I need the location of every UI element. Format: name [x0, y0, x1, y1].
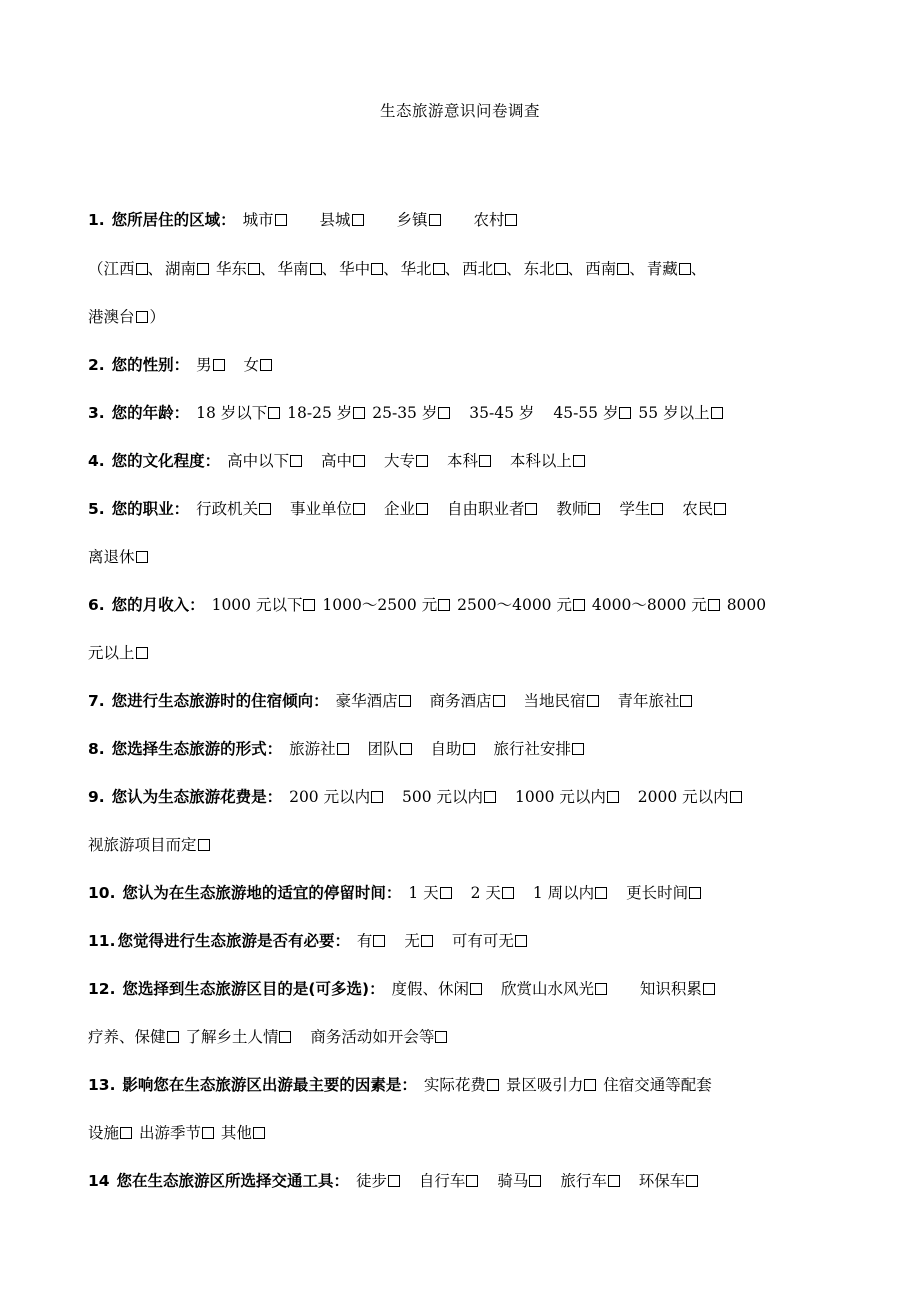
question-label: 您的职业： — [111, 500, 190, 518]
region-option[interactable]: 江西 、 — [103, 260, 164, 278]
option[interactable]: 农村 — [473, 207, 517, 233]
checkbox[interactable] — [572, 743, 584, 755]
option[interactable]: 旅行车 — [560, 1168, 620, 1194]
question-number: 10. — [88, 884, 116, 902]
checkbox[interactable] — [352, 214, 364, 226]
option[interactable]: 18-25 岁 — [287, 400, 365, 426]
checkbox[interactable] — [494, 263, 506, 275]
region-option[interactable]: 华中 、 — [339, 260, 399, 278]
checkbox[interactable] — [502, 887, 514, 899]
question-12 — [88, 976, 848, 1002]
checkbox[interactable] — [651, 503, 663, 515]
option[interactable]: 2000 元以内 — [638, 784, 742, 810]
option[interactable]: 45-55 岁 — [553, 400, 631, 426]
question-number: 13. — [88, 1076, 116, 1094]
option-text: 8000 — [726, 596, 767, 614]
option[interactable]: 实际花费 — [424, 1072, 499, 1098]
option[interactable]: 农民 — [682, 496, 726, 522]
option[interactable]: 女 — [244, 352, 273, 378]
question-7 — [88, 688, 848, 714]
question-number: 3. — [88, 404, 105, 422]
option[interactable]: 景区吸引力 — [506, 1072, 597, 1098]
region-option[interactable]: 东北 、 — [523, 260, 584, 278]
question-label: 您认为生态旅游花费是： — [111, 788, 283, 806]
option[interactable]: 2500～4000 元 — [457, 592, 585, 618]
checkbox[interactable] — [573, 455, 585, 467]
question-number: 2. — [88, 356, 105, 374]
option[interactable]: 设施 — [88, 1120, 132, 1146]
checkbox[interactable] — [608, 1175, 620, 1187]
checkbox[interactable] — [433, 263, 445, 275]
checkbox[interactable] — [466, 1175, 478, 1187]
option[interactable]: 自助 — [430, 736, 474, 762]
checkbox[interactable] — [587, 695, 599, 707]
option[interactable]: 自由职业者 — [447, 496, 538, 522]
region-list-cont: 港澳台 ） — [88, 304, 848, 330]
question-number: 8. — [88, 740, 105, 758]
question-number: 9. — [88, 788, 105, 806]
checkbox[interactable] — [607, 791, 619, 803]
region-option[interactable]: 湖南 — [165, 256, 209, 282]
checkbox[interactable] — [595, 887, 607, 899]
checkbox[interactable] — [310, 263, 322, 275]
checkbox[interactable] — [373, 935, 385, 947]
question-11 — [88, 928, 848, 954]
checkbox[interactable] — [259, 503, 271, 515]
question-5 — [88, 496, 848, 522]
checkbox[interactable] — [136, 647, 148, 659]
checkbox[interactable] — [529, 1175, 541, 1187]
question-6-cont — [88, 640, 848, 666]
checkbox[interactable] — [515, 935, 527, 947]
checkbox[interactable] — [202, 1127, 214, 1139]
region-list: （江西 、 湖南 华东 、 华南 、 华中 、 华北 、 西北 、 东北 、 西南 、 青藏 、 — [88, 256, 848, 282]
option[interactable]: 更长时间 — [626, 880, 701, 906]
region-option[interactable]: 华南 、 — [277, 260, 338, 278]
checkbox[interactable] — [505, 214, 517, 226]
checkbox[interactable] — [388, 1175, 400, 1187]
checkbox[interactable] — [120, 1127, 132, 1139]
region-option[interactable]: 华东 、 — [216, 260, 276, 278]
checkbox[interactable] — [399, 695, 411, 707]
option[interactable]: 青年旅社 — [617, 688, 692, 714]
option[interactable]: 欣赏山水风光 — [501, 976, 607, 1002]
checkbox[interactable] — [421, 935, 433, 947]
option[interactable]: 大专 — [384, 448, 428, 474]
option[interactable]: 1 周以内 — [533, 880, 607, 906]
question-label: 您所居住的区域： — [111, 211, 236, 229]
option[interactable]: 1000 元以内 — [515, 784, 619, 810]
question-number: 1. — [88, 211, 105, 229]
checkbox[interactable] — [680, 695, 692, 707]
checkbox[interactable] — [279, 1031, 291, 1043]
option[interactable]: 其他 — [221, 1120, 265, 1146]
option[interactable]: 行政机关 — [196, 496, 271, 522]
checkbox[interactable] — [253, 1127, 265, 1139]
question-label: 您选择生态旅游的形式： — [111, 740, 283, 758]
checkbox[interactable] — [167, 1031, 179, 1043]
checkbox[interactable] — [556, 263, 568, 275]
question-label: 您进行生态旅游时的住宿倾向： — [111, 692, 329, 710]
question-number: 5. — [88, 500, 105, 518]
question-label: 您的性别： — [111, 356, 190, 374]
option[interactable]: 35-45 岁 — [469, 404, 535, 422]
checkbox[interactable] — [136, 551, 148, 563]
question-label: 您的年龄： — [111, 404, 190, 422]
option[interactable]: 城市 — [243, 207, 287, 233]
question-3 — [88, 400, 848, 426]
option[interactable]: 本科以上 — [510, 448, 585, 474]
question-label: 影响您在生态旅游区出游最主要的因素是： — [122, 1076, 417, 1094]
question-label: 您的文化程度： — [111, 452, 221, 470]
option[interactable]: 度假、休闲 — [392, 976, 483, 1002]
option[interactable]: 自行车 — [419, 1168, 479, 1194]
question-number: 7. — [88, 692, 105, 710]
option-text: 住宿交通等配套 — [603, 1076, 712, 1094]
question-label: 您选择到生态旅游区目的是(可多选)： — [122, 980, 385, 998]
option[interactable]: 2 天 — [471, 880, 514, 906]
option[interactable]: 1000 元以下 — [212, 592, 316, 618]
option[interactable]: 1000～2500 元 — [322, 592, 450, 618]
question-label: 您认为在生态旅游地的适宜的停留时间： — [122, 884, 402, 902]
question-number: 12. — [88, 980, 116, 998]
option[interactable]: 教师 — [556, 496, 600, 522]
option[interactable]: 县城 — [320, 207, 364, 233]
option[interactable]: 学生 — [619, 496, 663, 522]
question-number: 4. — [88, 452, 105, 470]
option[interactable]: 有 — [357, 928, 386, 954]
question-13 — [88, 1072, 848, 1098]
option[interactable]: 视旅游项目而定 — [88, 832, 210, 858]
checkbox[interactable] — [584, 1079, 596, 1091]
checkbox[interactable] — [730, 791, 742, 803]
page-title: 生态旅游意识问卷调查 — [379, 102, 540, 120]
checkbox[interactable] — [371, 263, 383, 275]
checkbox[interactable] — [463, 743, 475, 755]
checkbox[interactable] — [588, 503, 600, 515]
checkbox[interactable] — [438, 599, 450, 611]
question-label: 您在生态旅游区所选择交通工具： — [116, 1172, 350, 1190]
checkbox[interactable] — [679, 263, 691, 275]
option[interactable]: 商务活动如开会等 — [310, 1024, 447, 1050]
checkbox[interactable] — [440, 887, 452, 899]
checkbox[interactable] — [198, 839, 210, 851]
option[interactable]: 500 元以内 — [402, 784, 496, 810]
checkbox[interactable] — [303, 599, 315, 611]
checkbox[interactable] — [435, 1031, 447, 1043]
option[interactable]: 高中以下 — [227, 448, 302, 474]
option[interactable]: 55 岁以上 — [638, 400, 722, 426]
checkbox[interactable] — [353, 503, 365, 515]
option[interactable]: 团队 — [368, 736, 412, 762]
option[interactable]: 知识积累 — [640, 976, 715, 1002]
question-14 — [88, 1168, 848, 1194]
question-9 — [88, 784, 848, 810]
option[interactable]: 企业 — [384, 496, 428, 522]
checkbox[interactable] — [260, 359, 272, 371]
question-10 — [88, 880, 848, 906]
option[interactable]: 乡镇 — [396, 207, 440, 233]
option[interactable]: 200 元以内 — [289, 784, 383, 810]
option[interactable]: 旅游社 — [289, 736, 349, 762]
checkbox[interactable] — [525, 503, 537, 515]
question-12-cont — [88, 1024, 848, 1050]
option[interactable]: 可有可无 — [452, 928, 527, 954]
checkbox[interactable] — [714, 503, 726, 515]
checkbox[interactable] — [438, 407, 450, 419]
option[interactable]: 豪华酒店 — [336, 688, 411, 714]
checkbox[interactable] — [275, 214, 287, 226]
region-option[interactable]: 青藏 、 — [646, 260, 707, 278]
option[interactable]: 离退休 — [88, 544, 148, 570]
region-option[interactable]: 西南 、 — [585, 260, 645, 278]
question-label: 您觉得进行生态旅游是否有必要： — [117, 932, 350, 950]
question-number: 11. — [88, 932, 116, 950]
option[interactable]: 1 天 — [408, 880, 451, 906]
checkbox[interactable] — [689, 887, 701, 899]
checkbox[interactable] — [371, 791, 383, 803]
checkbox[interactable] — [337, 743, 349, 755]
checkbox[interactable] — [470, 983, 482, 995]
checkbox[interactable] — [595, 983, 607, 995]
option[interactable]: 无 — [404, 928, 433, 954]
option[interactable]: 环保车 — [639, 1168, 699, 1194]
region-option[interactable]: 港澳台 — [88, 304, 148, 330]
checkbox[interactable] — [353, 455, 365, 467]
option[interactable]: 旅行社安排 — [493, 736, 584, 762]
option[interactable]: 4000～8000 元 — [592, 592, 720, 618]
checkbox[interactable] — [484, 791, 496, 803]
checkbox[interactable] — [479, 455, 491, 467]
question-number: 6. — [88, 596, 105, 614]
option[interactable]: 25-35 岁 — [372, 400, 450, 426]
checkbox[interactable] — [487, 1079, 499, 1091]
option[interactable]: 骑马 — [497, 1168, 541, 1194]
option[interactable]: 当地民宿 — [523, 688, 598, 714]
checkbox[interactable] — [268, 407, 280, 419]
option[interactable]: 男 — [196, 352, 225, 378]
question-5-cont — [88, 544, 848, 570]
option[interactable]: 元以上 — [88, 640, 148, 666]
region-option[interactable]: 西北 、 — [462, 260, 522, 278]
region-option[interactable]: 华北 、 — [400, 260, 461, 278]
option[interactable]: 商务酒店 — [430, 688, 505, 714]
checkbox[interactable] — [703, 983, 715, 995]
checkbox[interactable] — [617, 263, 629, 275]
checkbox[interactable] — [686, 1175, 698, 1187]
checkbox[interactable] — [400, 743, 412, 755]
checkbox[interactable] — [353, 407, 365, 419]
option[interactable]: 徒步 — [356, 1168, 400, 1194]
question-1 — [88, 207, 848, 233]
option[interactable]: 了解乡土人情 — [185, 1024, 291, 1050]
checkbox[interactable] — [711, 407, 723, 419]
question-8 — [88, 736, 848, 762]
option[interactable]: 高中 — [321, 448, 365, 474]
option[interactable]: 本科 — [447, 448, 491, 474]
checkbox[interactable] — [136, 263, 148, 275]
checkbox[interactable] — [213, 359, 225, 371]
checkbox[interactable] — [573, 599, 585, 611]
checkbox[interactable] — [429, 214, 441, 226]
checkbox[interactable] — [708, 599, 720, 611]
checkbox[interactable] — [290, 455, 302, 467]
checkbox[interactable] — [493, 695, 505, 707]
question-9-cont — [88, 832, 848, 858]
question-4 — [88, 448, 848, 474]
checkbox[interactable] — [416, 455, 428, 467]
question-2 — [88, 352, 848, 378]
question-13-cont — [88, 1120, 848, 1146]
question-label: 您的月收入： — [111, 596, 205, 614]
option[interactable]: 事业单位 — [290, 496, 365, 522]
question-number: 14 — [88, 1172, 110, 1190]
checkbox[interactable] — [416, 503, 428, 515]
question-6 — [88, 592, 848, 618]
checkbox[interactable] — [248, 263, 260, 275]
option[interactable]: 疗养、保健 — [88, 1024, 179, 1050]
option[interactable]: 18 岁以下 — [196, 400, 280, 426]
checkbox[interactable] — [136, 311, 148, 323]
option[interactable]: 出游季节 — [139, 1120, 214, 1146]
checkbox[interactable] — [619, 407, 631, 419]
checkbox[interactable] — [197, 263, 209, 275]
